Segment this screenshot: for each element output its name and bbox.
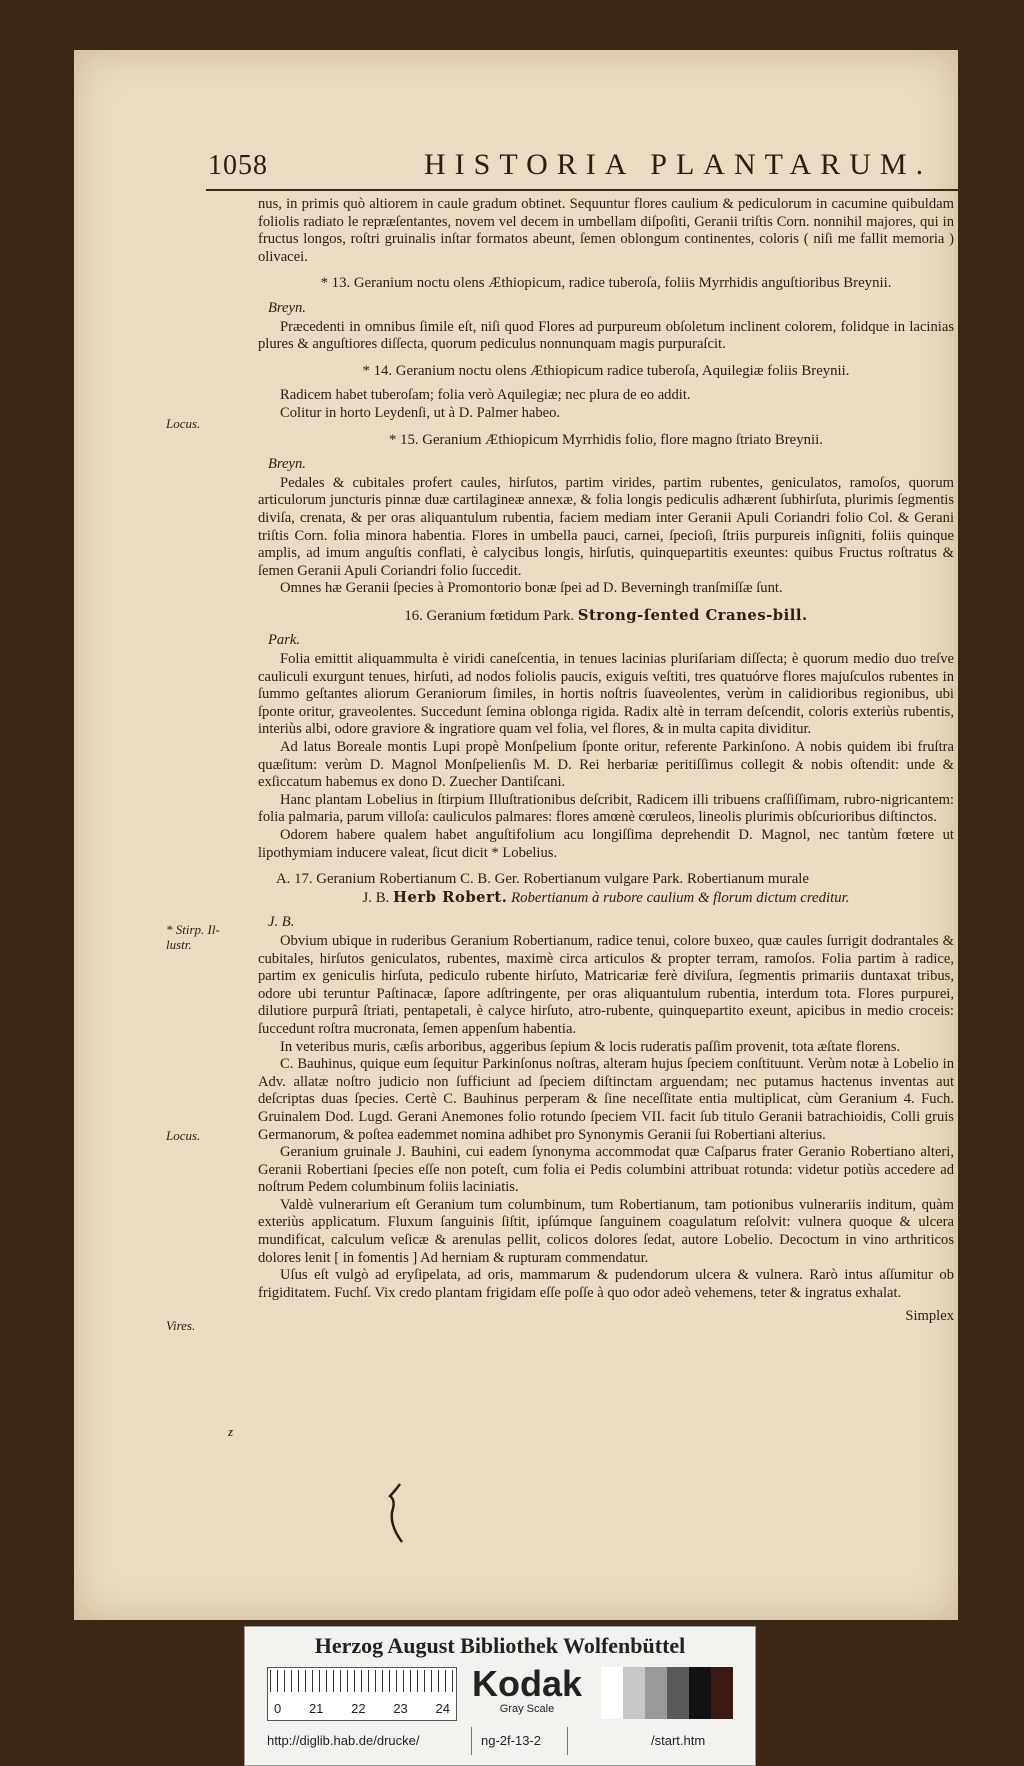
scale-ruler [267,1667,457,1721]
author-abbrev: J. B. [362,889,390,906]
margin-note-vires: Vires. [166,1318,196,1333]
species-heading: * 14. Geranium noctu olens Æthiopicum radice tuberoſa, Aquilegiæ foliis Breynii. [362,362,850,379]
english-name: Herb Robert. [392,888,508,906]
species-heading: A. 17. Geranium Robertianum C. B. Ger. Robertianum vulgare Park. Robertianum murale [276,871,809,888]
paragraph: Præcedenti in omnibus ſimile eſt, niſi quod Flores ad purpureum obſoletum inclinent colorem, folidque in lacinias plures & anguſtiores diſſecta, quorum pediculus nonnunquam magis purpuraſcit. [258,318,954,353]
ruler-ticks [270,1670,454,1692]
ruler-number: 21 [308,1701,324,1716]
species-heading: * 13. Geranium noctu olens Æthiopicum, radice tuberoſa, foliis Myrrhidis anguſtioribus Breynii. [320,275,892,292]
url-prefix: http://diglib.hab.de/drucke/ [267,1733,420,1748]
paragraph: C. Bauhinus, quique eum ſequitur Parkinſonus noſtras, alteram hujus ſpeciem conſtituunt. Verùm notæ à Lobelio in Adv. allatæ noſtro judicio non ſufficiunt ad ſpeciem diſtinctam arguendam; nec putamus hactenus inventas aut deſcriptas duas ſpecies. Certè C. Bauhinus perperam & ſine neceſſitate entia multiplicat, cùm Geranium 4. Fuch. Gruinalem Dod. Lugd. Gerani Anemones folio rotundo ſpeciem VII. facit ſub titulo Geranii batrachioidis, Colli gruis Germanorum, & poſtea eademmet nomina adhibet pro Synonymis Geranii ſui Robertiani alterius. [258,1056,954,1143]
header-rule [206,189,958,191]
ruler-number: 23 [393,1701,408,1716]
name-note: Robertianum à rubore caulium & florum dictum creditur. [511,889,850,906]
paragraph: Radicem habet tuberoſam; folia verò Aquilegiæ; nec plura de eo addit. [280,387,691,404]
author-abbrev: Breyn. [268,456,306,473]
margin-note-stirp: * Stirp. Il- lustr. [166,922,220,952]
gray-patch [601,1667,623,1719]
author-abbrev: Breyn. [268,299,306,316]
gray-patch [711,1667,733,1719]
ruler-number: 0 [274,1701,282,1716]
catchword: Simplex [905,1308,954,1325]
gray-patch [689,1667,711,1719]
paragraph: Hanc plantam Lobelius in ſtirpium Illuſtrationibus deſcribit, Radicem illi tribuens craſſiſſimam, rubro-nigricantem: folia palmaria, parum villoſa: cauliculos palmares: flores amœnè cœruleos, lineolis plurimis obſcurioribus diſtinctos. [258,791,954,826]
ruler-numbers [268,1701,456,1716]
ruler-number: 22 [351,1701,366,1716]
paragraph: Omnes hæ Geranii ſpecies à Promontorio bonæ ſpei ad D. Beverningh tranſmiſſæ ſunt. [280,580,783,597]
species-heading-cont [258,889,954,908]
divider [567,1727,568,1755]
paragraph: nus, in primis quò altiorem in caule gradum obtinet. Sequuntur flores caulium & pediculorum in cacumine quibuldam foliolis radiato le repræſentantes, novem vel decem in umbellam diſpoſiti, Geranii triſtis Corn. nonnihil majores, qui in fructus longos, roſtri gruinalis inſtar formatos abeunt, ſemen oblongum continentes, coloris ( niſi me fallit memoria ) olivacei. [258,196,954,265]
url-shelfmark: ng-2f-13-2 [481,1733,541,1748]
margin-note-mark: z [228,1424,234,1439]
color-target [244,1626,756,1766]
kodak-label [457,1665,597,1715]
library-name: Herzog August Bibliothek Wolfenbüttel [314,1633,686,1658]
english-name: Strong-ſented Cranes-bill. [577,606,808,624]
author-abbrev: Park. [268,632,301,649]
gray-patch [645,1667,667,1719]
paragraph: In veteribus muris, cæſis arboribus, aggeribus ſepium & locis ruderatis paſſim provenit, tota æſtate florens. [280,1038,901,1055]
kodak-subtitle: Gray Scale [499,1703,555,1715]
paragraph: Odorem habere qualem habet anguſtifolium acu longiſſima deprehendit D. Magnol, nec tantùm fœtere ut lipothymiam inducere valeat, ſicut dicit * Lobelius. [258,827,954,861]
gray-patch [667,1667,689,1719]
ink-mark [384,1482,408,1544]
species-heading: * 15. Geranium Æthiopicum Myrrhidis folio, flore magno ſtriato Breynii. [389,431,823,448]
divider [471,1727,472,1755]
species-heading [258,607,954,626]
author-abbrev: J. B. [268,914,295,931]
paragraph: Valdè vulnerarium eſt Geranium tum columbinum, tum Robertianum, tam potionibus vulnerariis inditum, quàm exteriùs applicatum. Fluxum ſanguinis ſiſtit, ipſúmque ſanguinem coagulatum reſolvit: vulnera quoque & ulcera mundificat, calculum veſicæ & arenulas pellit, colicos dolores ſedat, autore Lobelio. Decoctum in vino arthriticos dolores lenit [ in fomentis ] Ad herniam & rupturam commendatur. [258,1196,954,1266]
paragraph: Colitur in horto Leydenſi, ut à D. Palmer habeo. [280,404,561,421]
gray-scale-strip [601,1667,733,1719]
paragraph: Geranium gruinale J. Bauhini, cui eadem ſynonyma accommodat quæ Caſparus frater Geranio Robertiano alteri, Geranii Robertiani ſpecies eſſe non poteſt, cum folia ei Pedis columbini attribuat rotunda: videtur potiùs accedere ad noſtrum Pedem columbinum foliis laciniatis. [258,1144,954,1196]
paragraph: Ad latus Boreale montis Lupi propè Monſpelium ſponte oritur, referente Parkinſono. A nobis quidem ibi fruſtra quæſitum: verùm D. Magnol Monſpelienſis M. D. Rei herbariæ peritiſſimus collegit & nobis oſtendit: unde & exſiccatum habemus ex dono D. Zuecher Dantiſcani. [258,739,954,791]
margin-note-locus: Locus. [166,416,201,431]
gray-patch [623,1667,645,1719]
paragraph: Pedales & cubitales profert caules, hirſutos, partim virides, partim rubentes, geniculatos, ramoſos, quorum articulorum juncturis pinnæ duæ cartilagineæ annexæ, & folia longis pediculis adhærent ſubhirſuta, plurimis ſegmentis diviſa, crenata, & per oras aliquantulum rubentia, faciem mediam inter Geranii Apuli Coriandri folio Col. & Gerani triſtis Corn. folia minora habentia. Flores in umbella pauci, carnei, ſpecioſi, ſtriis purpureis inſigniti, foliis quinque amplis, ad imum anguſtis conflati, è calycibus longis, hirſutis, quinquepartitis exeuntes: quibus Fructus roſtratus & ſemen Geranii Apuli Coriandri folio ſuccedit. [258,474,954,579]
main-text [258,196,954,1326]
running-title: HISTORIA PLANTARUM. [424,148,933,181]
ruler-number: 24 [435,1701,450,1716]
page-header [134,146,934,188]
margin-note-locus: Locus. [166,1128,201,1143]
kodak-brand: Kodak [471,1663,583,1704]
page-number: 1058 [208,150,268,181]
paragraph: Uſus eſt vulgò ad eryſipelata, ad oris, mammarum & pudendorum ulcera & vulnera. Rarò intus aſſumitur ob frigiditatem. Fuchſ. Vix credo plantam frigidam eſſe poſſe à quo odor adeò vehemens, teter & ingratus exhalat. [258,1267,954,1301]
paragraph: Folia emittit aliquammulta è viridi caneſcentia, in tenues lacinias pluriſariam diſſecta; è quorum medio duo treſve cauliculi exurgunt tenues, hirſuti, ad nodos foliolis paucis, exiguis veſtiti, tres quatuórve flores majuſculos rubentes in ſummo geſtantes aliorum Geraniorum ſimiles, in hortis noſtris ſuaveolentes, verùm in calidioribus regionibus, ubi ſponte oritur, graveolentes. Succedunt ſemina oblonga rigida. Radix altè in terram deſcendit, coloris exteriùs rubentis, interiùs albi, odore graviore & ingratiore quam vel folia, vel flores, & in multa capita dividitur. [258,651,954,738]
paragraph: Obvium ubique in ruderibus Geranium Robertianum, radice tenui, colore buxeo, quæ caules ſurrigit dodrantales & cubitales, hirſutos geniculatos, rubentes, maximè circa articulos & propter terram, ramoſos. Folia partim à radice, partim ex geniculis hirſuta, pediculo rubente hirſuto, Matricariæ ferè diviſura, ſegmentis primariis duntaxat tribus, odore ubi teruntur Paſtinacæ, ſapore adſtringente, per oras aliquantulum rubentia, interdum tota. Flores purpurei, dilutiore purpurâ ſtriati, pentapetali, è calyce hirſuto, atro-rubente, quinquepartito exeunt, apicibus in medio croceis: ſuccedunt roſtra mucronata, ſemen appenſum habentia. [258,932,954,1037]
species-name: 16. Geranium fœtidum Park. [404,607,575,624]
url-suffix: /start.htm [651,1733,706,1748]
